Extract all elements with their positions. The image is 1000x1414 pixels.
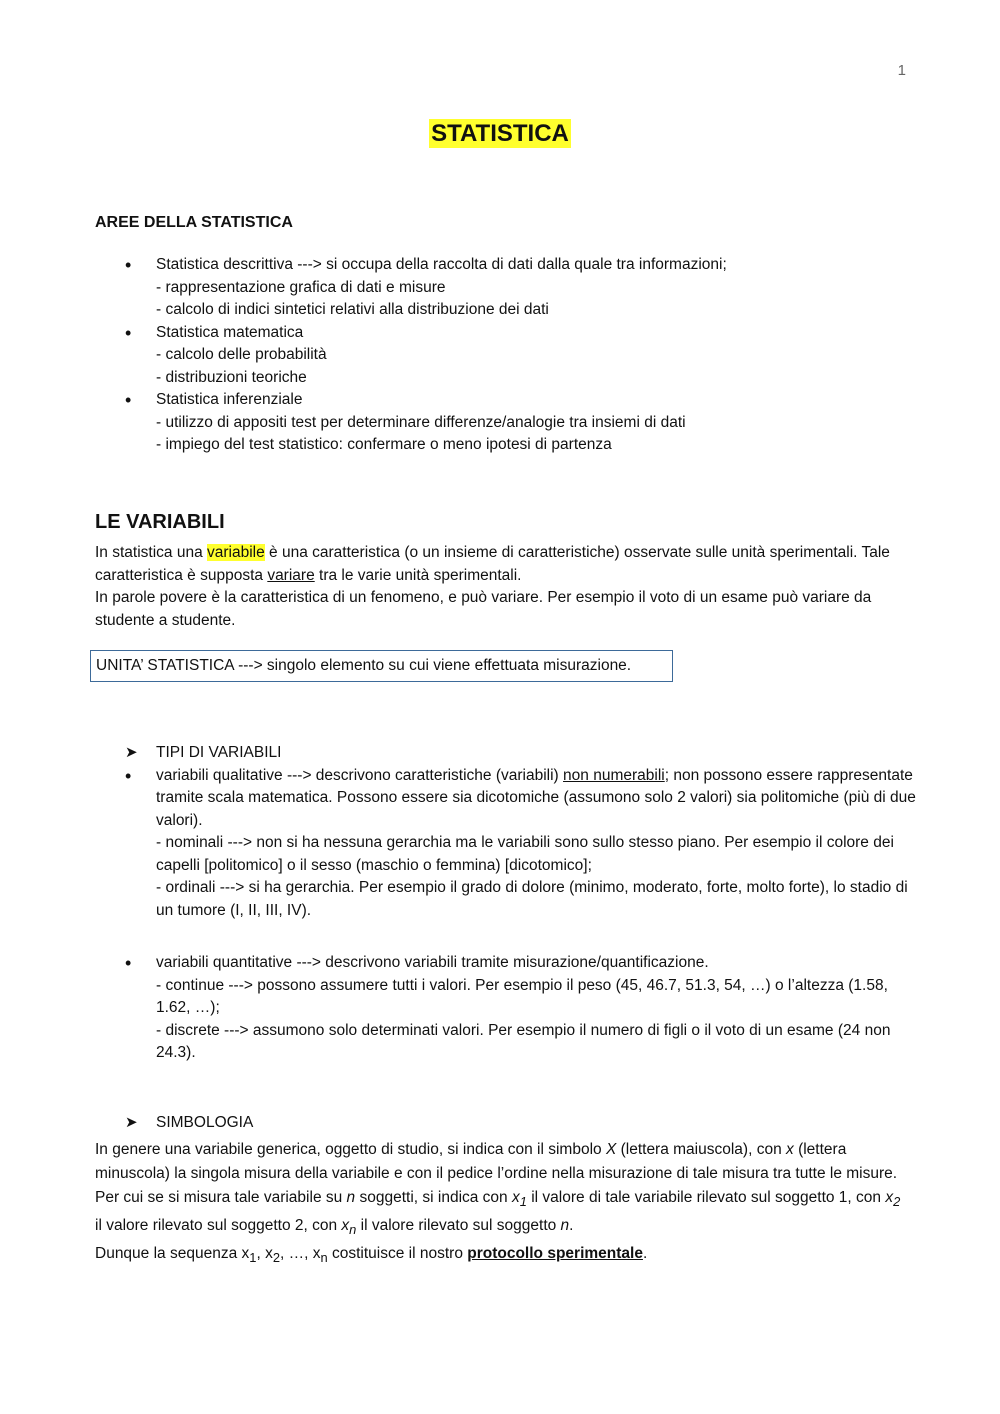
item-text	[156, 765, 925, 833]
item-subline: - rappresentazione grafica di dati e misure	[156, 278, 446, 296]
text-run: (lettera maiuscola), con	[616, 1141, 787, 1158]
symbol-x: x	[786, 1141, 794, 1158]
list-item	[125, 322, 925, 390]
arrow-bullet-icon: ➤	[125, 744, 138, 761]
aree-list	[125, 254, 925, 457]
subscript: 1	[249, 1250, 257, 1266]
list-item	[125, 765, 925, 923]
symbol-n: n	[560, 1217, 570, 1235]
section-heading-variabili: LE VARIABILI	[95, 511, 225, 533]
list-item	[125, 389, 925, 457]
bullet-icon: •	[125, 322, 132, 343]
item-subline: - utilizzo di appositi test per determinare differenze/analogie tra insiemi di dati	[156, 413, 686, 431]
item-subline: - impiego del test statistico: confermare o meno ipotesi di partenza	[156, 436, 612, 453]
text-run: In genere una variabile generica, oggetto di studio, si indica con il simbolo	[95, 1141, 606, 1158]
text-run: In statistica una	[95, 544, 208, 561]
paragraph-definizione	[95, 542, 905, 587]
bullet-icon: •	[125, 765, 132, 786]
text-run: .	[642, 1245, 648, 1263]
underlined-term: non numerabili	[563, 766, 665, 784]
symbol-base: x	[511, 1189, 520, 1206]
item-text: Statistica inferenziale	[156, 391, 303, 408]
text-run: , x	[256, 1245, 273, 1263]
item-subline: - nominali ---> non si ha nessuna gerarchia ma le variabili sono sullo stesso piano. Per esempio il colore dei capelli [politomico] o il sesso (maschio o femmina) [dicotomico];	[156, 834, 894, 874]
paragraph-simbologia	[95, 1138, 905, 1270]
text-run: variabili qualitative ---> descrivono caratteristiche (variabili)	[156, 766, 564, 784]
subscript: 1	[519, 1194, 527, 1210]
subscript: 2	[893, 1194, 901, 1210]
text-run: è una caratteristica (o un insieme di caratteristiche) osservate sulle unità sperimentali. Tale caratteristica è supposta	[95, 544, 890, 584]
unita-statistica-box: UNITA’ STATISTICA ---> singolo elemento su cui viene effettuata misurazione.	[90, 650, 673, 682]
highlighted-term: variabile	[207, 544, 265, 561]
symbol-base: x	[885, 1189, 894, 1206]
text-run: Dunque la sequenza x	[95, 1245, 250, 1263]
bold-underlined-term: protocollo sperimentale	[467, 1245, 643, 1263]
page-number: 1	[897, 62, 906, 79]
text-run: il valore di tale variabile rilevato sul soggetto 1, con	[526, 1189, 886, 1206]
subscript: n	[349, 1222, 357, 1238]
simbologia-heading-list	[125, 1112, 925, 1135]
underlined-term: variare	[267, 566, 315, 584]
subsection-heading-tipi: TIPI DI VARIABILI	[156, 744, 282, 761]
document-title: STATISTICA	[431, 120, 569, 147]
item-text: Statistica matematica	[156, 323, 304, 341]
symbol-base: x	[341, 1217, 350, 1235]
bullet-icon: •	[125, 255, 132, 275]
item-subline: - continue ---> possono assumere tutti i valori. Per esempio il peso (45, 46.7, 51.3, 54, …) o l’altezza (1.58, 1.62, …);	[156, 976, 888, 1016]
tipi-list	[125, 742, 925, 922]
subscript: n	[320, 1250, 328, 1266]
symbol-n: n	[346, 1189, 356, 1206]
item-subline: - discrete ---> assumono solo determinati valori. Per esempio il numero di figli o il voto di un esame (24 non 24.3).	[156, 1021, 891, 1061]
text-run: soggetti, si indica con	[355, 1189, 512, 1206]
tipi-list-quantitative	[125, 952, 925, 1065]
list-item	[125, 254, 925, 322]
symbol-x1	[511, 1189, 527, 1210]
arrow-bullet-icon: ➤	[125, 1114, 138, 1131]
text-run: (lettera minuscola) la singola misura della variabile e con il pedice l’ordine nella misurazione di tale misura tra tutte le misure. Per cui se si misura tale variabile su	[95, 1141, 898, 1206]
text-run: , …, x	[280, 1245, 321, 1263]
text-run: il valore rilevato sul soggetto 2, con	[95, 1217, 342, 1235]
list-item	[125, 952, 925, 1065]
symbol-x2	[885, 1189, 901, 1210]
item-text: variabili quantitative ---> descrivono variabili tramite misurazione/quantificazione.	[156, 954, 709, 971]
text-run: .	[569, 1217, 574, 1235]
item-subline: - calcolo di indici sintetici relativi alla distribuzione dei dati	[156, 301, 549, 318]
text-run: tra le varie unità sperimentali.	[314, 566, 522, 584]
bullet-icon: •	[125, 953, 132, 973]
list-item	[125, 1112, 925, 1135]
symbol-X: X	[605, 1141, 617, 1158]
item-subline: - ordinali ---> si ha gerarchia. Per esempio il grado di dolore (minimo, moderato, forte, molto forte), lo stadio di un tumore (I, II, III, IV).	[156, 879, 908, 919]
text-run: il valore rilevato sul soggetto	[356, 1217, 561, 1235]
bullet-icon: •	[125, 390, 132, 410]
list-item	[125, 742, 925, 765]
text-run: costituisce il nostro	[327, 1245, 468, 1263]
subsection-heading-simbologia: SIMBOLOGIA	[156, 1114, 254, 1131]
item-subline: - distribuzioni teoriche	[156, 368, 307, 386]
text-run: ; non possono essere rappresentate tramite scala matematica. Possono essere sia dicotomiche (assumono solo 2 valori) sia politomiche (più di due valori).	[156, 766, 916, 829]
item-text: Statistica descrittiva ---> si occupa della raccolta di dati dalla quale tra informazioni;	[156, 256, 727, 273]
subscript: 2	[272, 1250, 281, 1266]
item-subline: - calcolo delle probabilità	[156, 346, 327, 363]
paragraph-spiegazione: In parole povere è la caratteristica di un fenomeno, e può variare. Per esempio il voto di un esame può variare da studente a studente.	[95, 589, 872, 629]
title-container	[0, 120, 1000, 148]
symbol-xn	[341, 1217, 357, 1238]
section-heading-aree: AREE DELLA STATISTICA	[95, 214, 293, 231]
